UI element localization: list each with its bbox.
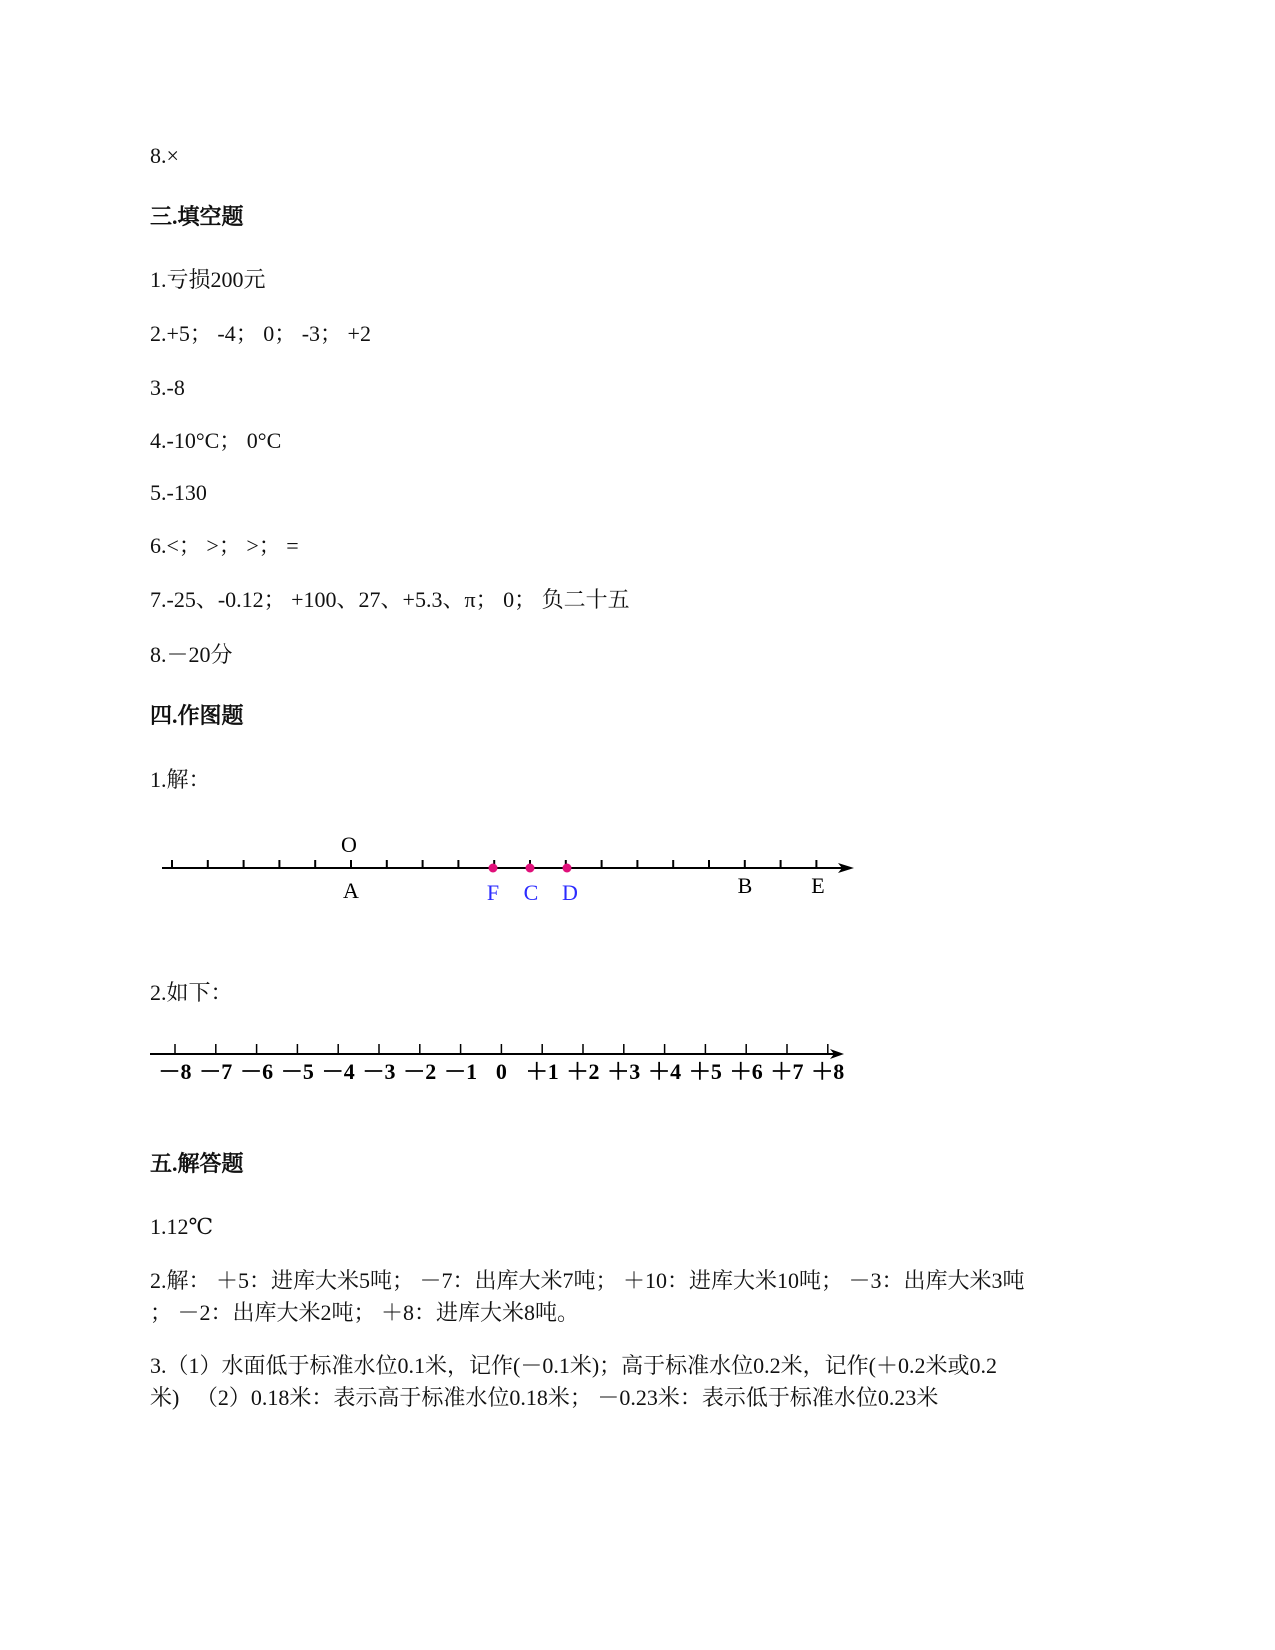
fill-answer-5: 5.-130 xyxy=(150,480,207,505)
label-B: B xyxy=(737,873,753,898)
tick-label: ＋1 xyxy=(525,1059,559,1084)
tick-label: ＋3 xyxy=(607,1059,641,1084)
fill-answer-2: 2.+5； -4； 0； -3； +2 xyxy=(150,321,371,346)
fill-answer-3: 3.-8 xyxy=(150,375,185,400)
fill-answer-7: 7.-25、-0.12； +100、27、+5.3、π； 0； 负二十五 xyxy=(150,587,630,612)
tick-label: －1 xyxy=(444,1059,478,1084)
tick-label: －3 xyxy=(362,1059,396,1084)
section-heading-solve: 五.解答题 xyxy=(150,1151,244,1176)
tick-group xyxy=(158,1044,844,1084)
label-E: E xyxy=(811,873,825,898)
fill-answer-6: 6.<； >； >； = xyxy=(150,533,299,558)
label-A: A xyxy=(343,878,359,903)
point-C xyxy=(526,864,535,873)
tick-label: －6 xyxy=(240,1059,274,1084)
tick-label: ＋4 xyxy=(648,1059,682,1084)
fill-answer-8: 8.－20分 xyxy=(150,642,233,667)
tick-label: ＋8 xyxy=(811,1059,845,1084)
solve-answer-3-line2: 米) （2）0.18米：表示高于标准水位0.18米； －0.23米：表示低于标准水位0.23米 xyxy=(150,1385,939,1410)
label-F: F xyxy=(486,880,500,905)
section-heading-fill-blank: 三.填空题 xyxy=(150,204,244,229)
tick-label: －7 xyxy=(199,1059,233,1084)
tick-label: －4 xyxy=(321,1059,355,1084)
solve-answer-3-line1: 3.（1）水面低于标准水位0.1米，记作(－0.1米)；高于标准水位0.2米，记作(＋0.2米或0.2 xyxy=(150,1353,997,1378)
section-heading-drawing: 四.作图题 xyxy=(150,703,244,728)
label-C: C xyxy=(523,880,539,905)
fill-answer-1: 1.亏损200元 xyxy=(150,267,266,292)
point-D xyxy=(563,864,572,873)
judge-answer-8: 8.× xyxy=(150,143,179,168)
draw-answer-1: 1.解： xyxy=(150,767,211,792)
tick-label: ＋5 xyxy=(688,1059,722,1084)
point-F xyxy=(489,864,498,873)
tick-label: 0 xyxy=(495,1059,507,1084)
solve-answer-2-line2: ； －2：出库大米2吨； ＋8：进库大米8吨。 xyxy=(150,1300,580,1325)
tick-label: ＋6 xyxy=(729,1059,763,1084)
label-D: D xyxy=(562,880,578,905)
tick-label: ＋7 xyxy=(770,1059,804,1084)
solve-answer-2-line1: 2.解： ＋5：进库大米5吨； －7：出库大米7吨； ＋10：进库大米10吨； －3：出库大米3吨 xyxy=(150,1268,1025,1293)
label-O: O xyxy=(341,832,357,857)
tick-label: －5 xyxy=(280,1059,314,1084)
number-line-points xyxy=(160,820,870,920)
tick-label: ＋2 xyxy=(566,1059,600,1084)
fill-answer-4: 4.-10°C； 0°C xyxy=(150,428,282,453)
number-line-integers xyxy=(148,1030,868,1090)
tick-label: －2 xyxy=(403,1059,437,1084)
tick-label: －8 xyxy=(158,1059,192,1084)
solve-answer-1: 1.12℃ xyxy=(150,1214,214,1239)
draw-answer-2: 2.如下： xyxy=(150,980,233,1005)
